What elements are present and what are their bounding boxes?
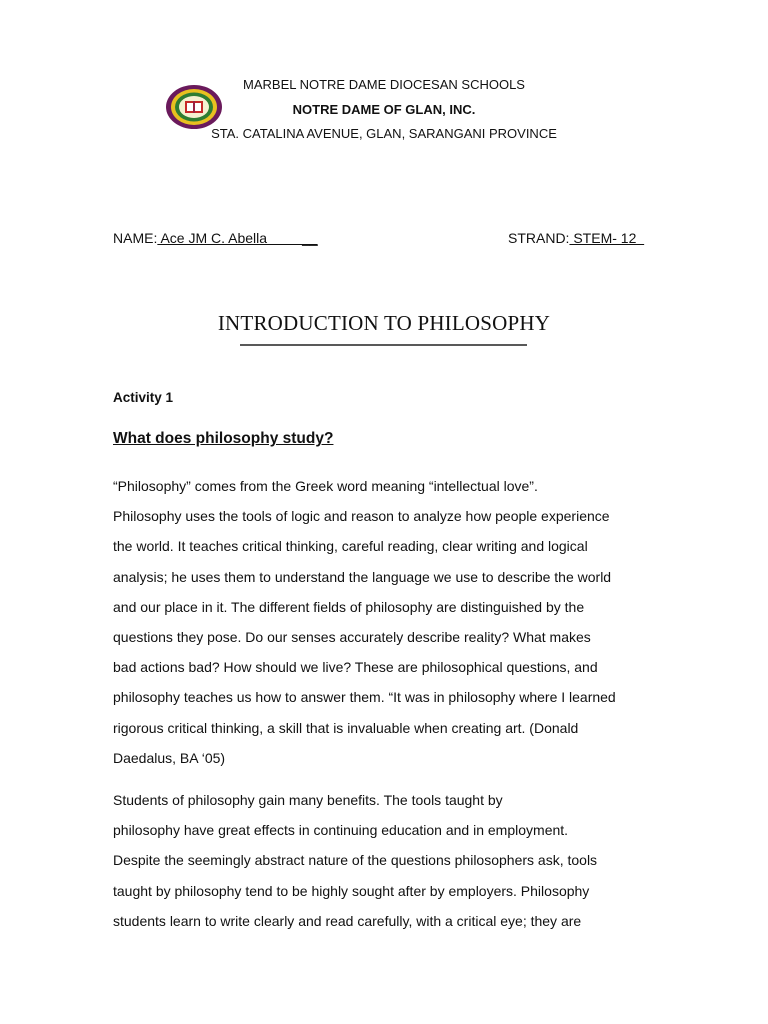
paragraph-line: Students of philosophy gain many benefits. The tools taught by <box>113 792 503 808</box>
strand-field <box>508 230 644 246</box>
name-field <box>113 230 318 246</box>
school-network-name: MARBEL NOTRE DAME DIOCESAN SCHOOLS <box>243 77 525 92</box>
paragraph-1 <box>113 476 658 778</box>
strand-label: STRAND: <box>508 230 570 246</box>
paragraph-line: Daedalus, BA ‘05) <box>113 749 226 766</box>
document-title: INTRODUCTION TO PHILOSOPHY <box>217 311 551 335</box>
name-label: NAME: <box>113 230 158 246</box>
paragraph-line: the world. It teaches critical thinking, careful reading, clear writing and logical <box>113 538 588 555</box>
paragraph-line: rigorous critical thinking, a skill that is invaluable when creating art. (Donald <box>113 719 579 736</box>
paragraph-line: Despite the seemingly abstract nature of the questions philosophers ask, tools <box>113 852 598 869</box>
paragraph-line: Philosophy uses the tools of logic and reason to analyze how people experience <box>113 508 610 525</box>
paragraph-line: students learn to write clearly and read carefully, with a critical eye; they are <box>113 912 582 929</box>
paragraph-line: bad actions bad? How should we live? These are philosophical questions, and <box>113 659 598 676</box>
paragraph-line: philosophy have great effects in continuing education and in employment. <box>113 822 569 839</box>
school-name: NOTRE DAME OF GLAN, INC. <box>292 102 476 117</box>
title-underline <box>240 344 527 346</box>
strand-value: STEM- 12 <box>569 230 645 246</box>
paragraph-line: “Philosophy” comes from the Greek word meaning “intellectual love”. <box>113 478 538 494</box>
paragraph-line: analysis; he uses them to understand the language we use to describe the world <box>113 568 612 585</box>
paragraph-line: taught by philosophy tend to be highly sought after by employers. Philosophy <box>113 882 590 899</box>
question-heading: What does philosophy study? <box>113 430 334 447</box>
paragraph-line: questions they pose. Do our senses accurately describe reality? What makes <box>113 628 591 645</box>
activity-heading: Activity 1 <box>113 390 174 405</box>
paragraph-line: philosophy teaches us how to answer them. “It was in philosophy where I learned <box>113 689 616 706</box>
name-value: Ace JM C. Abella __ <box>157 230 318 246</box>
school-address: STA. CATALINA AVENUE, GLAN, SARANGANI PROVINCE <box>211 126 557 141</box>
paragraph-line: and our place in it. The different fields of philosophy are distinguished by the <box>113 598 585 615</box>
paragraph-2 <box>113 790 658 941</box>
